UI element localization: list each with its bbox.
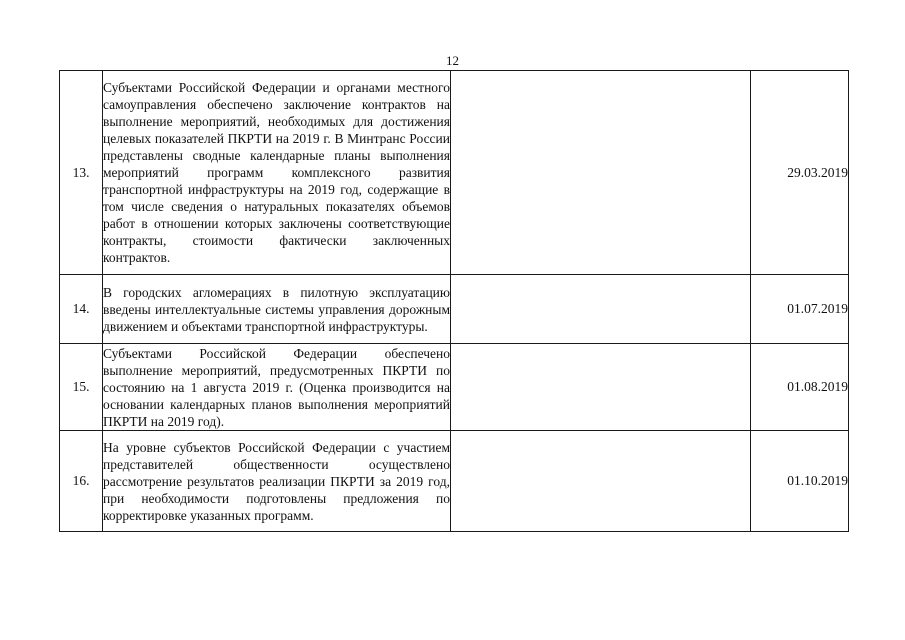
row-empty-cell [451,275,751,344]
table-row [60,431,849,532]
row-number: 13. [60,71,103,275]
row-date: 29.03.2019 [751,71,849,275]
row-date: 01.08.2019 [751,344,849,431]
row-description: В городских агломерациях в пилотную эксплуатацию введены интеллектуальные системы управления дорожным движением и объектами транспортной инфраструктуры. [103,275,451,344]
row-number: 16. [60,431,103,532]
row-empty-cell [451,71,751,275]
row-description: Субъектами Российской Федерации и органами местного самоуправления обеспечено заключение контрактов на выполнение мероприятий, необходимых для достижения целевых показателей ПКРТИ на 2019 г. В Минтранс России представлены сводные календарные планы выполнения мероприятий программ комплексного развития транспортной инфраструктуры на 2019 год, содержащие в том числе сведения о натуральных показателях объемов работ в отношении которых заключены соответствующие контракты, стоимости фактически заключенных контрактов. [103,71,451,275]
row-empty-cell [451,431,751,532]
page-number: 12 [446,53,459,68]
row-number: 15. [60,344,103,431]
activities-table [59,70,849,532]
row-empty-cell [451,344,751,431]
row-date: 01.07.2019 [751,275,849,344]
row-description: Субъектами Российской Федерации обеспечено выполнение мероприятий, предусмотренных ПКРТИ по состоянию на 1 августа 2019 г. (Оценка производится на основании календарных планов выполнения мероприятий ПКРТИ на 2019 год). [103,345,450,429]
row-number: 14. [60,275,103,344]
row-date: 01.10.2019 [751,431,849,532]
table-row [60,71,849,275]
row-description: На уровне субъектов Российской Федерации с участием представителей общественности осуществлено рассмотрение результатов реализации ПКРТИ за 2019 год, при необходимости подготовлены предложения по корректировке указанных программ. [103,431,451,532]
table-row [60,344,849,431]
table-row [60,275,849,344]
